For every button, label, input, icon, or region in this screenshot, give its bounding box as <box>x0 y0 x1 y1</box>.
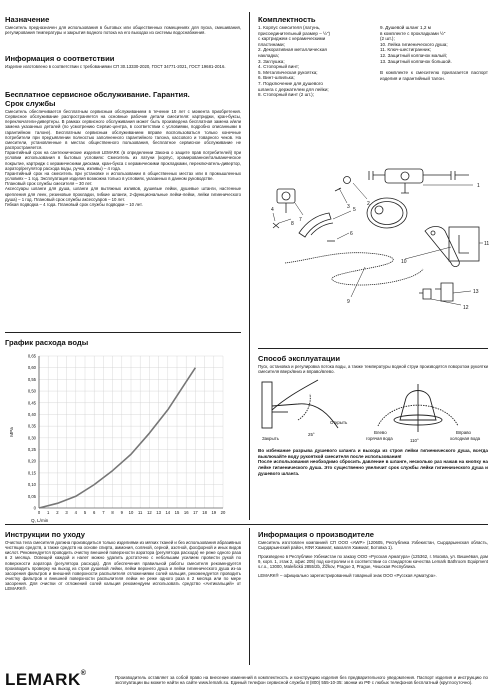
vertical-divider-top <box>249 12 250 520</box>
x-tick-label: 20 <box>220 510 226 515</box>
service-section <box>5 90 241 207</box>
label-right: Вправо <box>456 430 471 435</box>
y-tick-label: 0,20 <box>27 458 36 464</box>
manufacturer-p1: Смеситель изготовлен компанией СП ООО «AWP» (120605, Республика Узбекистан, Сырдарьинская область, Сырдарьинский район, КФИ Хамкиат, махалля Хамкиат, Ботовка 1). <box>258 540 488 551</box>
y-tick-label: 0,50 <box>27 388 36 394</box>
warning-line-1: Во избежание разрыва душевого шланга и выхода из строя лейки гигиенического душа, всегда выключайте воду рукояткой смесителя после использования! <box>258 448 488 459</box>
x-tick-label: 8 <box>111 510 114 515</box>
kit-item: 7. Подключение для душевого <box>258 80 323 86</box>
kit-item: пластинами; <box>258 41 285 47</box>
purpose-title: Назначение <box>5 15 50 24</box>
angle-25: 25° <box>308 432 315 437</box>
callout-4: 4 <box>271 207 274 213</box>
y-tick-label: 0,60 <box>27 365 36 371</box>
manufacturer-p3: LEMARK® – официально зарегистрированный товарный знак ООО «Русская Арматура». <box>258 573 437 579</box>
kit-item: 2. Декоративная металлическая <box>258 47 327 53</box>
water-flow-chart <box>5 348 241 528</box>
service-p6: Гибкая подводка – 4 года. Плановый срок службы подводки – 10 лет. <box>5 201 143 207</box>
exploded-view-drawing <box>255 155 489 323</box>
kit-item: шланга с держателем для лейки; <box>258 86 329 92</box>
care-title: Инструкции по уходу <box>5 530 86 539</box>
care-text: Очистка тела смесителя должна производиться только изделиями из мягких тканей и без использования абразивных чистящих средств, а также средств на основе спирта, аммония, соляной, серной, азотной, фосфорной и иных видов кислот. Рекомендуется проводить очистку внешней поверхности аэратора (регулятора расхода) не реже одного раза в 2 месяца. Освещей каждой и налет можно удалить достаточно с небольшим усилием провести рукой по поверхности аэратора (регулятора расхода). Для обеспечения правильной работы смесителя рекомендуется производить проверку на выход из строя душевой лейки, лейки верхнего душа и лейки гигиенического душа из-за засорения фильтров и внешней поверхности распылителя отложениями солей кальция, рекомендуется проводить очистку фильтров и внешней поверхности распылителя лейки не реже одного раза в 2 месяца или по мере засорения. Для очистки от отложений солей кальция рекомендуем использовать средство «Антикальций» от LEMARK®. <box>5 540 241 592</box>
x-tick-label: 10 <box>128 510 134 515</box>
x-tick-label: 12 <box>147 510 152 515</box>
y-tick-label: 0,35 <box>27 423 36 429</box>
footer-text: Производитель оставляет за собой право на внесение изменений в комплектность и конструкцию изделия без предварительного уведомления. Паспорт изделия и инструкцию по эксплуатации вы можете найти на сайте www.lemark.su. Единый телефон сервисной службы 8 (800) 555-10-35: звонки из РФ с любых телефонов бесплатный (круглосуточно). <box>115 674 488 685</box>
label-left-sub: горячая вода <box>366 436 393 441</box>
x-tick-label: 13 <box>156 510 161 515</box>
x-tick-label: 11 <box>138 510 143 515</box>
x-tick-label: 0 <box>37 510 41 515</box>
y-tick-label: 0,15 <box>27 470 36 476</box>
y-tick-label: 0,05 <box>27 493 36 499</box>
y-tick-label: 0,40 <box>27 411 36 417</box>
y-tick-label: 0,55 <box>27 376 36 382</box>
callout-11: 11 <box>484 241 490 247</box>
x-tick-label: 5 <box>83 510 87 515</box>
kit-item: 13. Защитный колпачок большой. <box>380 58 452 64</box>
kit-section <box>258 15 488 98</box>
kit-item: с картриджем с керамическими <box>258 36 326 42</box>
y-tick-label: 0,45 <box>27 400 36 406</box>
x-tick-label: 17 <box>193 510 198 515</box>
operation-section <box>258 354 488 374</box>
y-tick-label: 0,30 <box>27 435 36 441</box>
horizontal-divider-bottom <box>5 524 488 525</box>
compliance-section <box>5 54 241 69</box>
horizontal-divider-mid-left <box>5 332 241 333</box>
kit-title: Комплектность <box>258 15 316 24</box>
service-p2: Гарантийный срок на сантехнические изделия LEMARK (в определении Закона о защите прав потребителей) при условии использования в бытовых условиях: Смеситель из латуни (корпус, хромированное/гальваническое покрытие, картридж с керамическими дисками, кран-букса с керамическими прокладками, переключатель-дивертор, аэратор/регулятор расхода воды, ручка, изливы) – 4 года. <box>5 150 241 171</box>
service-p3: Гарантийный срок на смеситель при установке и использовании в общественных местах или в промышленных условиях – 1 год. Эксплуатация изделия возможна только в условиях, указанных в данном руководстве. <box>5 170 241 182</box>
callout-8: 8 <box>291 221 294 227</box>
kit-list-2 <box>380 25 488 64</box>
label-left: Влево <box>374 430 387 435</box>
x-tick-label: 4 <box>74 510 77 515</box>
service-p4: Плановый срок службы смесителя – 30 лет. <box>5 181 93 187</box>
label-open: Открыть <box>330 420 348 425</box>
y-tick-label: 0,25 <box>27 447 36 453</box>
kit-item: 4. Стопорный винт; <box>258 64 300 70</box>
service-p1: Смеситель обеспечивается бесплатным сервисным обслуживанием в течение 10 лет с момента приобретения. Сервисное обслуживание распространяется на основные рабочие детали смесителя: картриджи, кран-буксы, переключатели-дивертеры. В рамках сервисного обслуживания может быть произведена бесплатная замена и/или замена указанных деталей (по усмотрению Сервис-центра, в соответствии с условиями, подробно описанными в гарантийном талоне). Бесплатным сервисным обслуживанием вправе воспользоваться только конечные потребители при предъявлении полностью заполненного гарантийного талона, кассового и товарного чеков. На смесители, установленные в местах общественного пользования, бесплатное сервисное обслуживание не распространяется. <box>5 109 241 151</box>
manufacturer-p2: Произведено в Республике Узбекистан по заказу ООО «Русская Арматура» (125362, г. Москва, ул. Вишнёвая, дом 9, корп. 1, этаж 2, офис 205) под контролем и в соответствии со стандартом качества Lemark Bathroom Equipment s.r.o., 13000, Malešická 2855/2b, Žižkov, Prague 3, Prague, Чешская Республика. <box>258 554 488 570</box>
callout-12: 12 <box>463 305 469 311</box>
x-tick-label: 18 <box>202 510 207 515</box>
vertical-divider-bottom <box>249 528 250 665</box>
service-title-2: Срок службы <box>5 99 56 108</box>
manufacturer-title: Информация о производителе <box>258 530 374 539</box>
warning-line-2: После использования необходимо сбросить давление в шланге, несколько раз нажав на кнопку на лейке гигиенического душа. Это существенно увеличит срок службы лейки гигиенического душа и душевого шланга. <box>258 459 488 476</box>
label-right-sub: холодная вода <box>450 436 481 441</box>
kit-item: 8. Стопорный винт (2 шт.); <box>258 92 314 98</box>
brand-logo-mark: ® <box>80 670 87 677</box>
kit-item: 12. Защитный колпачок малый; <box>380 52 448 58</box>
kit-item: 10. Лейка гигиенического душа; <box>380 41 448 47</box>
angle-110: 110° <box>410 438 419 443</box>
kit-item: 11. Ключ-шестигранник; <box>380 47 431 53</box>
brand-logo-text: LEMARK <box>5 670 81 689</box>
service-p5: Аксессуары шланги для душа, шланги для вытяжных изливов, душевые лейки, душевые штанги, настенные крепления для леек, резиновые прокладки, гибкие шланги, 2-функциональные лейки-лейки, лейки гигиенического душа) – 1 год. Плановый срок службы аксессуаров – 10 лет. <box>5 186 241 202</box>
kit-item: 3. Заглушка; <box>258 58 285 64</box>
brand-logo <box>5 670 115 690</box>
x-tick-label: 16 <box>183 510 189 515</box>
purpose-text: Смеситель предназначен для использования в бытовых или общественных помещениях для пуска, смешивания, регулирования температуры и закрытия водного потока на его выходах из системы водоснабжения. <box>5 25 241 36</box>
x-tick-label: 15 <box>174 510 180 515</box>
manufacturer-section <box>258 530 488 579</box>
purpose-section <box>5 15 241 35</box>
y-tick-label: 0,10 <box>27 482 36 488</box>
x-tick-label: 14 <box>165 510 171 515</box>
x-tick-label: 7 <box>102 510 105 515</box>
compliance-title: Информация о соответствии <box>5 54 115 63</box>
kit-item: 9. Душевой шланг 1,2 м <box>380 25 431 30</box>
label-close: Закрыть <box>262 436 279 441</box>
horizontal-divider-mid-right <box>258 348 488 349</box>
callout-7: 7 <box>299 217 302 223</box>
kit-item: присоединительный размер – ½") <box>258 30 331 36</box>
x-tick-label: 2 <box>56 510 59 515</box>
x-axis-label: Q, L/min <box>31 518 49 523</box>
callout-10: 10 <box>401 259 407 265</box>
x-tick-label: 19 <box>211 510 217 515</box>
y-tick-label: 0,65 <box>27 353 36 359</box>
callout-9: 9 <box>347 299 350 305</box>
kit-item: в комплекте с прокладками ½" <box>380 30 446 36</box>
callout-13: 13 <box>473 289 479 295</box>
care-section <box>5 530 241 592</box>
callout-1: 1 <box>477 183 480 189</box>
kit-note: В комплекте к смесителю прилагается паспорт изделия и гарантийный талон. <box>380 70 488 81</box>
x-tick-label: 3 <box>65 510 68 515</box>
callout-5: 5 <box>353 207 356 213</box>
compliance-text: Изделие изготовлено в соответствии с требованиями СП 30.13330-2020, ГОСТ 34771-2021, ГОСТ 19681-2016. <box>5 64 226 69</box>
warning-block <box>258 448 488 477</box>
operation-diagram <box>258 376 488 446</box>
operation-text: Пуск, остановка и регулировка потока воды, а также температуры водной струи производятся поворотом рукоятки смесителя вверх/вниз и вправо/влево. <box>258 364 488 375</box>
x-tick-label: 1 <box>47 510 50 515</box>
kit-item: (2 шт.); <box>380 36 395 42</box>
chart-section <box>5 338 241 528</box>
x-tick-label: 6 <box>93 510 96 515</box>
kit-item: накладка; <box>258 52 280 58</box>
operation-title: Способ эксплуатации <box>258 354 340 363</box>
kit-item: 6. Винт-шпилька; <box>258 75 295 81</box>
y-tick-label: 0 <box>33 505 36 511</box>
chart-title: График расхода воды <box>5 338 89 347</box>
service-body <box>5 109 241 207</box>
callout-2: 2 <box>367 201 370 207</box>
x-tick-label: 9 <box>120 510 123 515</box>
callout-3: 3 <box>347 204 350 210</box>
y-axis-label: MPa <box>9 427 14 437</box>
manufacturer-body <box>258 540 488 579</box>
service-title-1: Бесплатное сервисное обслуживание. Гарантия. <box>5 90 190 99</box>
kit-list-1 <box>258 25 380 98</box>
callout-6: 6 <box>350 231 353 237</box>
kit-item: 1. Корпус смесителя (латунь, <box>258 25 321 30</box>
footer <box>5 668 488 692</box>
kit-item: 5. Металлическая рукоятка; <box>258 69 318 75</box>
